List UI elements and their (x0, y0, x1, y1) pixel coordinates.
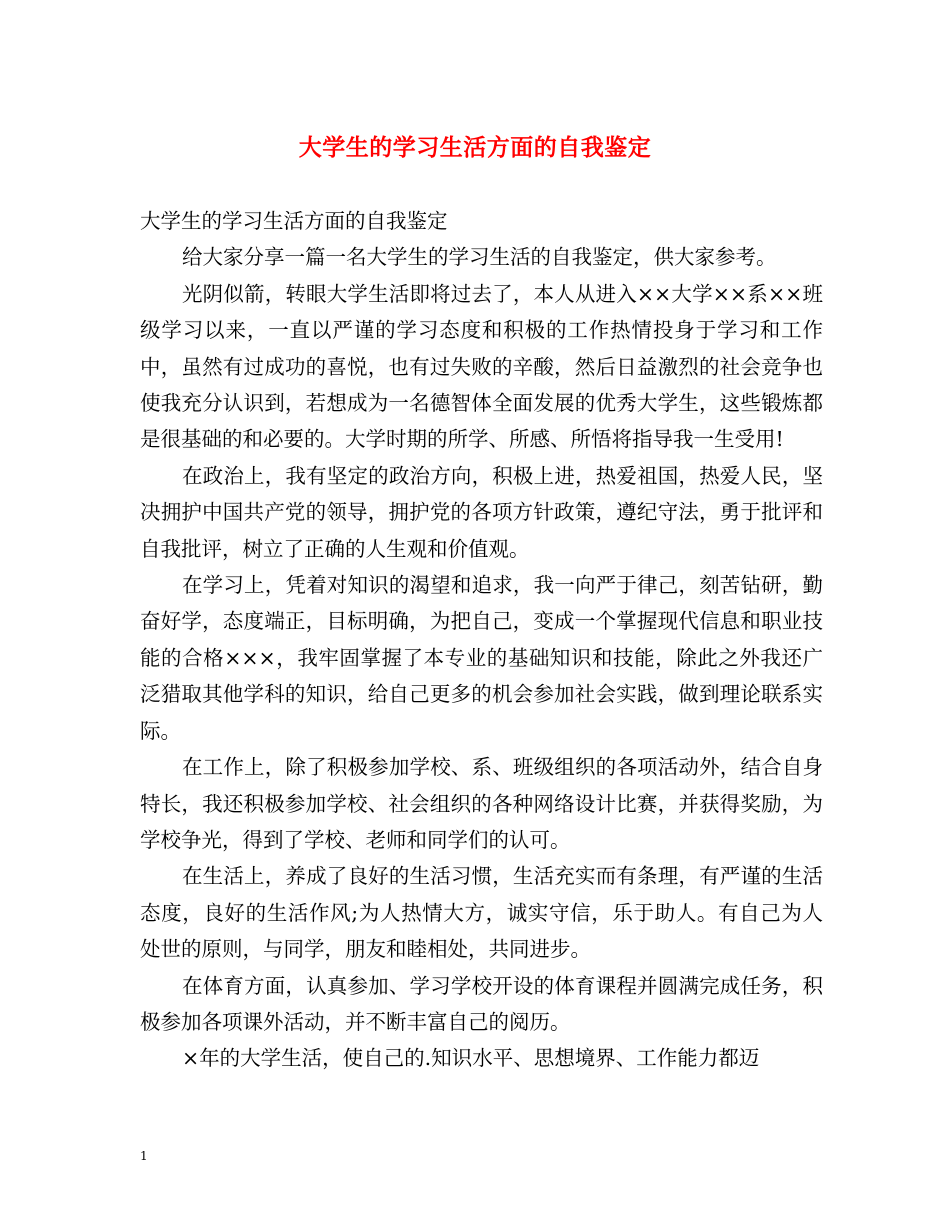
document-body (140, 203, 823, 1077)
sports-paragraph: 在体育方面，认真参加、学习学校开设的体育课程并圆满完成任务，积极参加各项课外活动，并不断丰富自己的阅历。 (140, 973, 823, 1034)
overview-paragraph: 光阴似箭，转眼大学生活即将过去了，本人从进入××大学××系××班级学习以来，一直以严谨的学习态度和积极的工作热情投身于学习和工作中，虽然有过成功的喜悦，也有过失败的辛酸，然后日益激烈的社会竞争也使我充分认识到，若想成为一名德智体全面发展的优秀大学生，这些锻炼都是很基础的和必要的。大学时期的所学、所感、所悟将指导我一生受用! (140, 281, 823, 452)
work-paragraph: 在工作上，除了积极参加学校、系、班级组织的各项活动外，结合自身特长，我还积极参加学校、社会组织的各种网络设计比赛，并获得奖励，为学校争光，得到了学校、老师和同学们的认可。 (140, 755, 823, 852)
body-heading-paragraph: 大学生的学习生活方面的自我鉴定 (140, 209, 448, 233)
politics-paragraph: 在政治上，我有坚定的政治方向，积极上进，热爱祖国，热爱人民，坚决拥护中国共产党的领导，拥护党的各项方针政策，遵纪守法，勇于批评和自我批评，树立了正确的人生观和价值观。 (140, 463, 823, 561)
life-paragraph: 在生活上，养成了良好的生活习惯，生活充实而有条理，有严谨的生活态度，良好的生活作风;为人热情大方，诚实守信，乐于助人。有自己为人处世的原则，与同学，朋友和睦相处，共同进步。 (140, 864, 823, 962)
closing-paragraph: ×年的大学生活，使自己的.知识水平、思想境界、工作能力都迈 (182, 1046, 760, 1071)
page-number: 1 (140, 1149, 148, 1163)
study-paragraph: 在学习上，凭着对知识的渴望和追求，我一向严于律己，刻苦钻研，勤奋好学，态度端正，目标明确，为把自己，变成一个掌握现代信息和职业技能的合格×××，我牢固掌握了本专业的基础知识和技能，除此之外我还广泛猎取其他学科的知识，给自己更多的机会参加社会实践，做到理论联系实际。 (140, 573, 823, 743)
intro-paragraph: 给大家分享一篇一名大学生的学习生活的自我鉴定，供大家参考。 (182, 245, 777, 270)
document-title: 大学生的学习生活方面的自我鉴定 (298, 134, 652, 161)
